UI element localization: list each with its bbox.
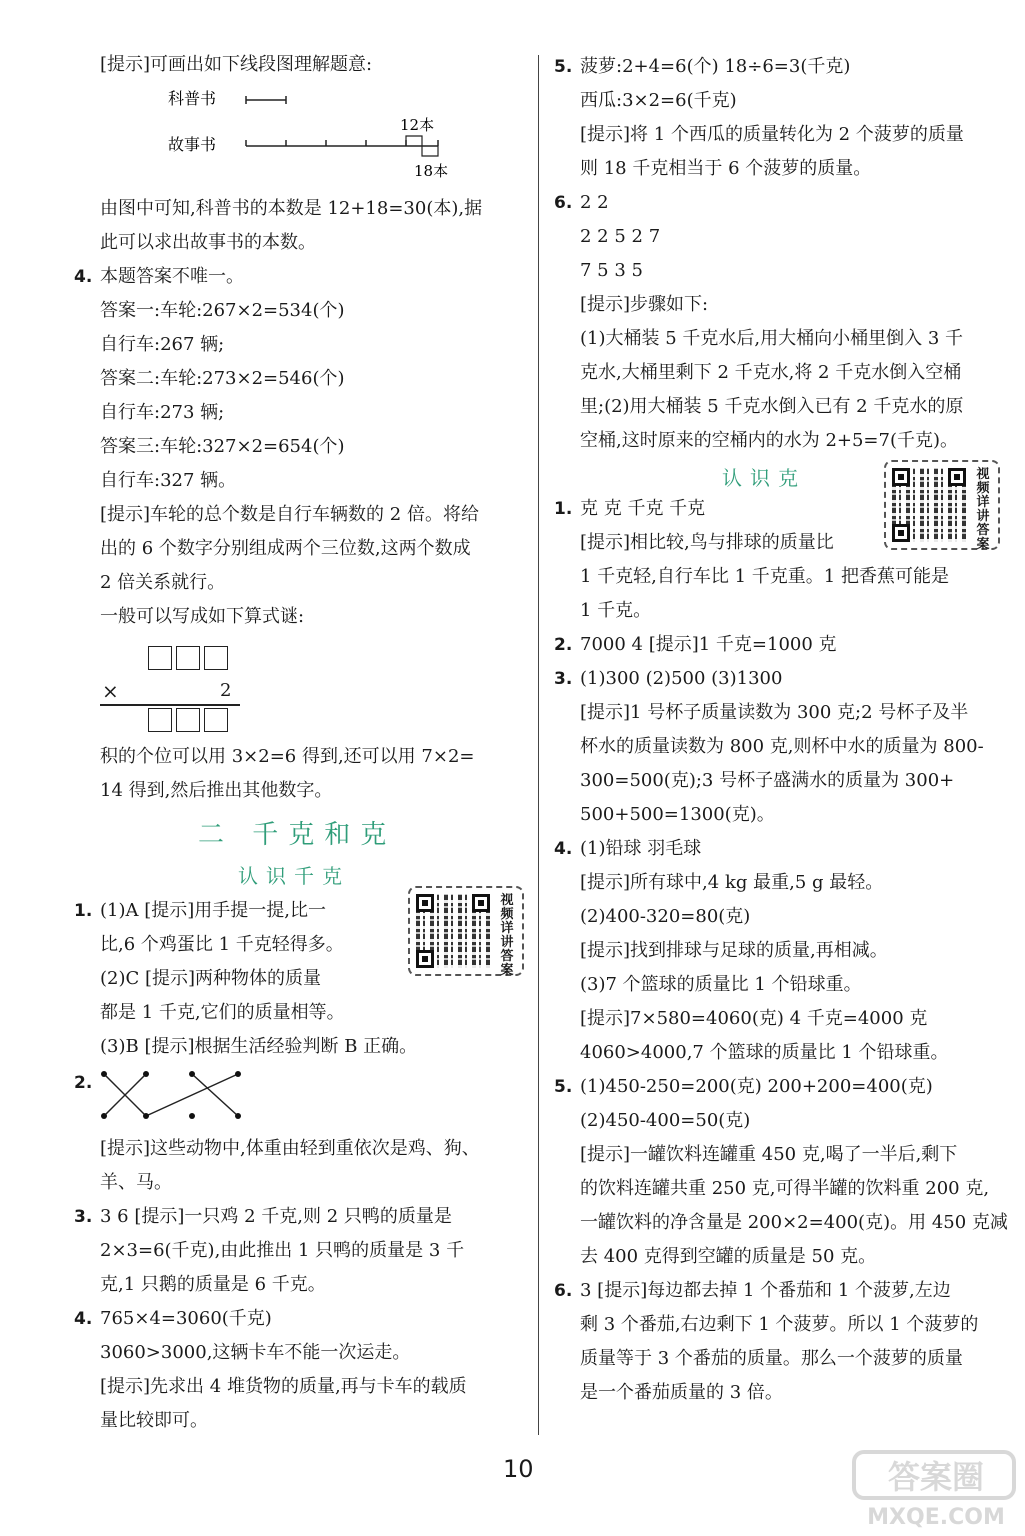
watermark-logo [852,1448,1020,1532]
svg-text:MXQE.COM: MXQE.COM [867,1505,1005,1530]
text-line: 14 得到,然后推出其他数字。 [100,780,333,801]
text-line: 7 5 3 5 [580,260,643,281]
brace-12 [406,136,422,146]
column-divider [538,55,539,1435]
text-line: 本题答案不唯一。 [100,266,244,287]
text-line: 500+500=1300(克)。 [580,804,775,825]
hint-line: [提示]可画出如下线段图理解题意: [100,54,373,75]
mark-18: 18本 [414,162,449,180]
question-number: 2. [554,635,573,655]
mark-12: 12本 [400,116,435,134]
question-number: 1. [554,499,573,519]
text-line: 3 6 [提示]一只鸡 2 千克,则 2 只鸭的质量是 [100,1206,452,1227]
qr-code[interactable] [884,460,1000,550]
text-line: 菠萝:2+4=6(个) 18÷6=3(千克) [580,56,851,77]
subsection-title: 认识克 [722,466,806,490]
text-line: 自行车:273 辆; [100,402,225,423]
text-line: 克水,大桶里剩下 2 千克水,将 2 千克水倒入空桶 [580,362,962,383]
text-line: 2×3=6(千克),由此推出 1 只鸭的质量是 3 千 [100,1240,465,1261]
question-number: 3. [554,669,573,689]
puzzle-top-boxes [148,646,232,670]
hint-line: [提示]这些动物中,体重由轻到重依次是鸡、狗、 [100,1138,480,1159]
text-line: 克 克 千克 千克 [580,498,706,519]
matching-diagram [100,1066,250,1124]
text-line: 自行车:327 辆。 [100,470,237,491]
text-line: 是一个番茄质量的 3 倍。 [580,1382,783,1403]
text-line: 3060>3000,这辆卡车不能一次运走。 [100,1342,411,1363]
label-story: 故事书 [168,135,217,154]
text-line: (1)A [提示]用手提一提,比一 [100,900,326,921]
svg-text:答案圈: 答案圈 [887,1458,985,1496]
text-line: 则 18 千克相当于 6 个菠萝的质量。 [580,158,872,179]
text-line: 2 倍关系就行。 [100,572,226,593]
brace-18 [422,146,438,156]
segment-diagram [168,84,468,186]
text-line: 2 2 5 2 7 [580,226,661,247]
text-line: 的饮料连罐共重 250 克,可得半罐的饮料重 200 克, [580,1178,990,1199]
text-line: 克,1 只鹅的质量是 6 千克。 [100,1274,326,1295]
text-line: 杯水的质量读数为 800 克,则杯中水的质量为 800- [580,736,984,757]
text-line: 空桶,这时原来的空桶内的水为 2+5=7(千克)。 [580,430,959,451]
text-line: 由图中可知,科普书的本数是 12+18=30(本),据 [100,198,483,219]
text-line: 西瓜:3×2=6(千克) [580,90,737,111]
text-line: 出的 6 个数字分别组成两个三位数,这两个数成 [100,538,471,559]
question-number: 2. [74,1073,93,1093]
puzzle-bottom-boxes [148,708,232,732]
hint-line: [提示]将 1 个西瓜的质量转化为 2 个菠萝的质量 [580,124,964,145]
text-line: 羊、马。 [100,1172,172,1193]
question-number: 5. [554,1077,573,1097]
text-line: 量比较即可。 [100,1410,208,1431]
text-line: 一般可以写成如下算式谜: [100,606,305,627]
qr-caption: 视频详讲答案 [500,893,514,978]
hint-line: [提示]车轮的总个数是自行车辆数的 2 倍。将给 [100,504,479,525]
text-line: (2)450-400=50(克) [580,1110,751,1131]
text-line: 1 千克。 [580,600,652,621]
times-sign: × [102,679,119,703]
text-line: 去 400 克得到空罐的质量是 50 克。 [580,1246,877,1267]
text-line: 里;(2)用大桶装 5 千克水倒入已有 2 千克水的原 [580,396,964,417]
hint-line: [提示]相比较,鸟与排球的质量比 [580,532,834,553]
subsection-title: 认识千克 [238,864,350,888]
text-line: (1)大桶装 5 千克水后,用大桶向小桶里倒入 3 千 [580,328,964,349]
text-line: (3)B [提示]根据生活经验判断 B 正确。 [100,1036,418,1057]
text-line: 一罐饮料的净含量是 200×2=400(克)。用 450 克减 [580,1212,1008,1233]
qr-code[interactable] [408,886,524,976]
question-number: 1. [74,901,93,921]
page-number: 10 [503,1455,534,1483]
hint-line: [提示]一罐饮料连罐重 450 克,喝了一半后,剩下 [580,1144,958,1165]
text-line: 答案一:车轮:267×2=534(个) [100,300,345,321]
text-line: (1)300 (2)500 (3)1300 [580,668,783,689]
text-line: 积的个位可以用 3×2=6 得到,还可以用 7×2= [100,746,475,767]
question-number: 4. [74,267,93,287]
text-line: 300=500(克);3 号杯子盛满水的质量为 300+ [580,770,955,791]
hint-line: [提示]找到排球与足球的质量,再相减。 [580,940,888,961]
label-sci: 科普书 [168,89,217,108]
question-number: 6. [554,193,573,213]
hint-line: [提示]先求出 4 堆货物的质量,再与卡车的载质 [100,1376,467,1397]
text-line: 7000 4 [提示]1 千克=1000 克 [580,634,837,655]
text-line: 自行车:267 辆; [100,334,225,355]
text-line: 比,6 个鸡蛋比 1 千克轻得多。 [100,934,344,955]
text-line: (1)450-250=200(克) 200+200=400(克) [580,1076,933,1097]
text-line: 答案三:车轮:327×2=654(个) [100,436,345,457]
question-number: 4. [554,839,573,859]
question-number: 6. [554,1281,573,1301]
text-line: (3)7 个篮球的质量比 1 个铅球重。 [580,974,862,995]
text-line: 4060>4000,7 个篮球的质量比 1 个铅球重。 [580,1042,949,1063]
question-number: 3. [74,1207,93,1227]
text-line: 答案二:车轮:273×2=546(个) [100,368,345,389]
text-line: 1 千克轻,自行车比 1 千克重。1 把香蕉可能是 [580,566,949,587]
text-line: 质量等于 3 个番茄的质量。那么一个菠萝的质量 [580,1348,963,1369]
puzzle-rule [100,704,240,706]
multiplier: 2 [220,680,232,701]
question-number: 5. [554,57,573,77]
hint-line: [提示]所有球中,4 kg 最重,5 g 最轻。 [580,872,884,893]
section-title: 二 千克和克 [198,820,397,850]
text-line: (1)铅球 羽毛球 [580,838,702,859]
question-number: 4. [74,1309,93,1329]
text-line: 765×4=3060(千克) [100,1308,272,1329]
text-line: (2)C [提示]两种物体的质量 [100,968,322,989]
hint-line: [提示]7×580=4060(克) 4 千克=4000 克 [580,1008,928,1029]
hint-line: [提示]1 号杯子质量读数为 300 克;2 号杯子及半 [580,702,969,723]
text-line: 此可以求出故事书的本数。 [100,232,316,253]
text-line: 2 2 [580,192,609,213]
hint-line: 3 [提示]每边都去掉 1 个番茄和 1 个菠萝,左边 [580,1280,951,1301]
text-line: (2)400-320=80(克) [580,906,751,927]
text-line: 剩 3 个番茄,右边剩下 1 个菠萝。所以 1 个菠萝的 [580,1314,979,1335]
text-line: 都是 1 千克,它们的质量相等。 [100,1002,345,1023]
hint-line: [提示]步骤如下: [580,294,709,315]
qr-caption: 视频详讲答案 [976,467,990,552]
